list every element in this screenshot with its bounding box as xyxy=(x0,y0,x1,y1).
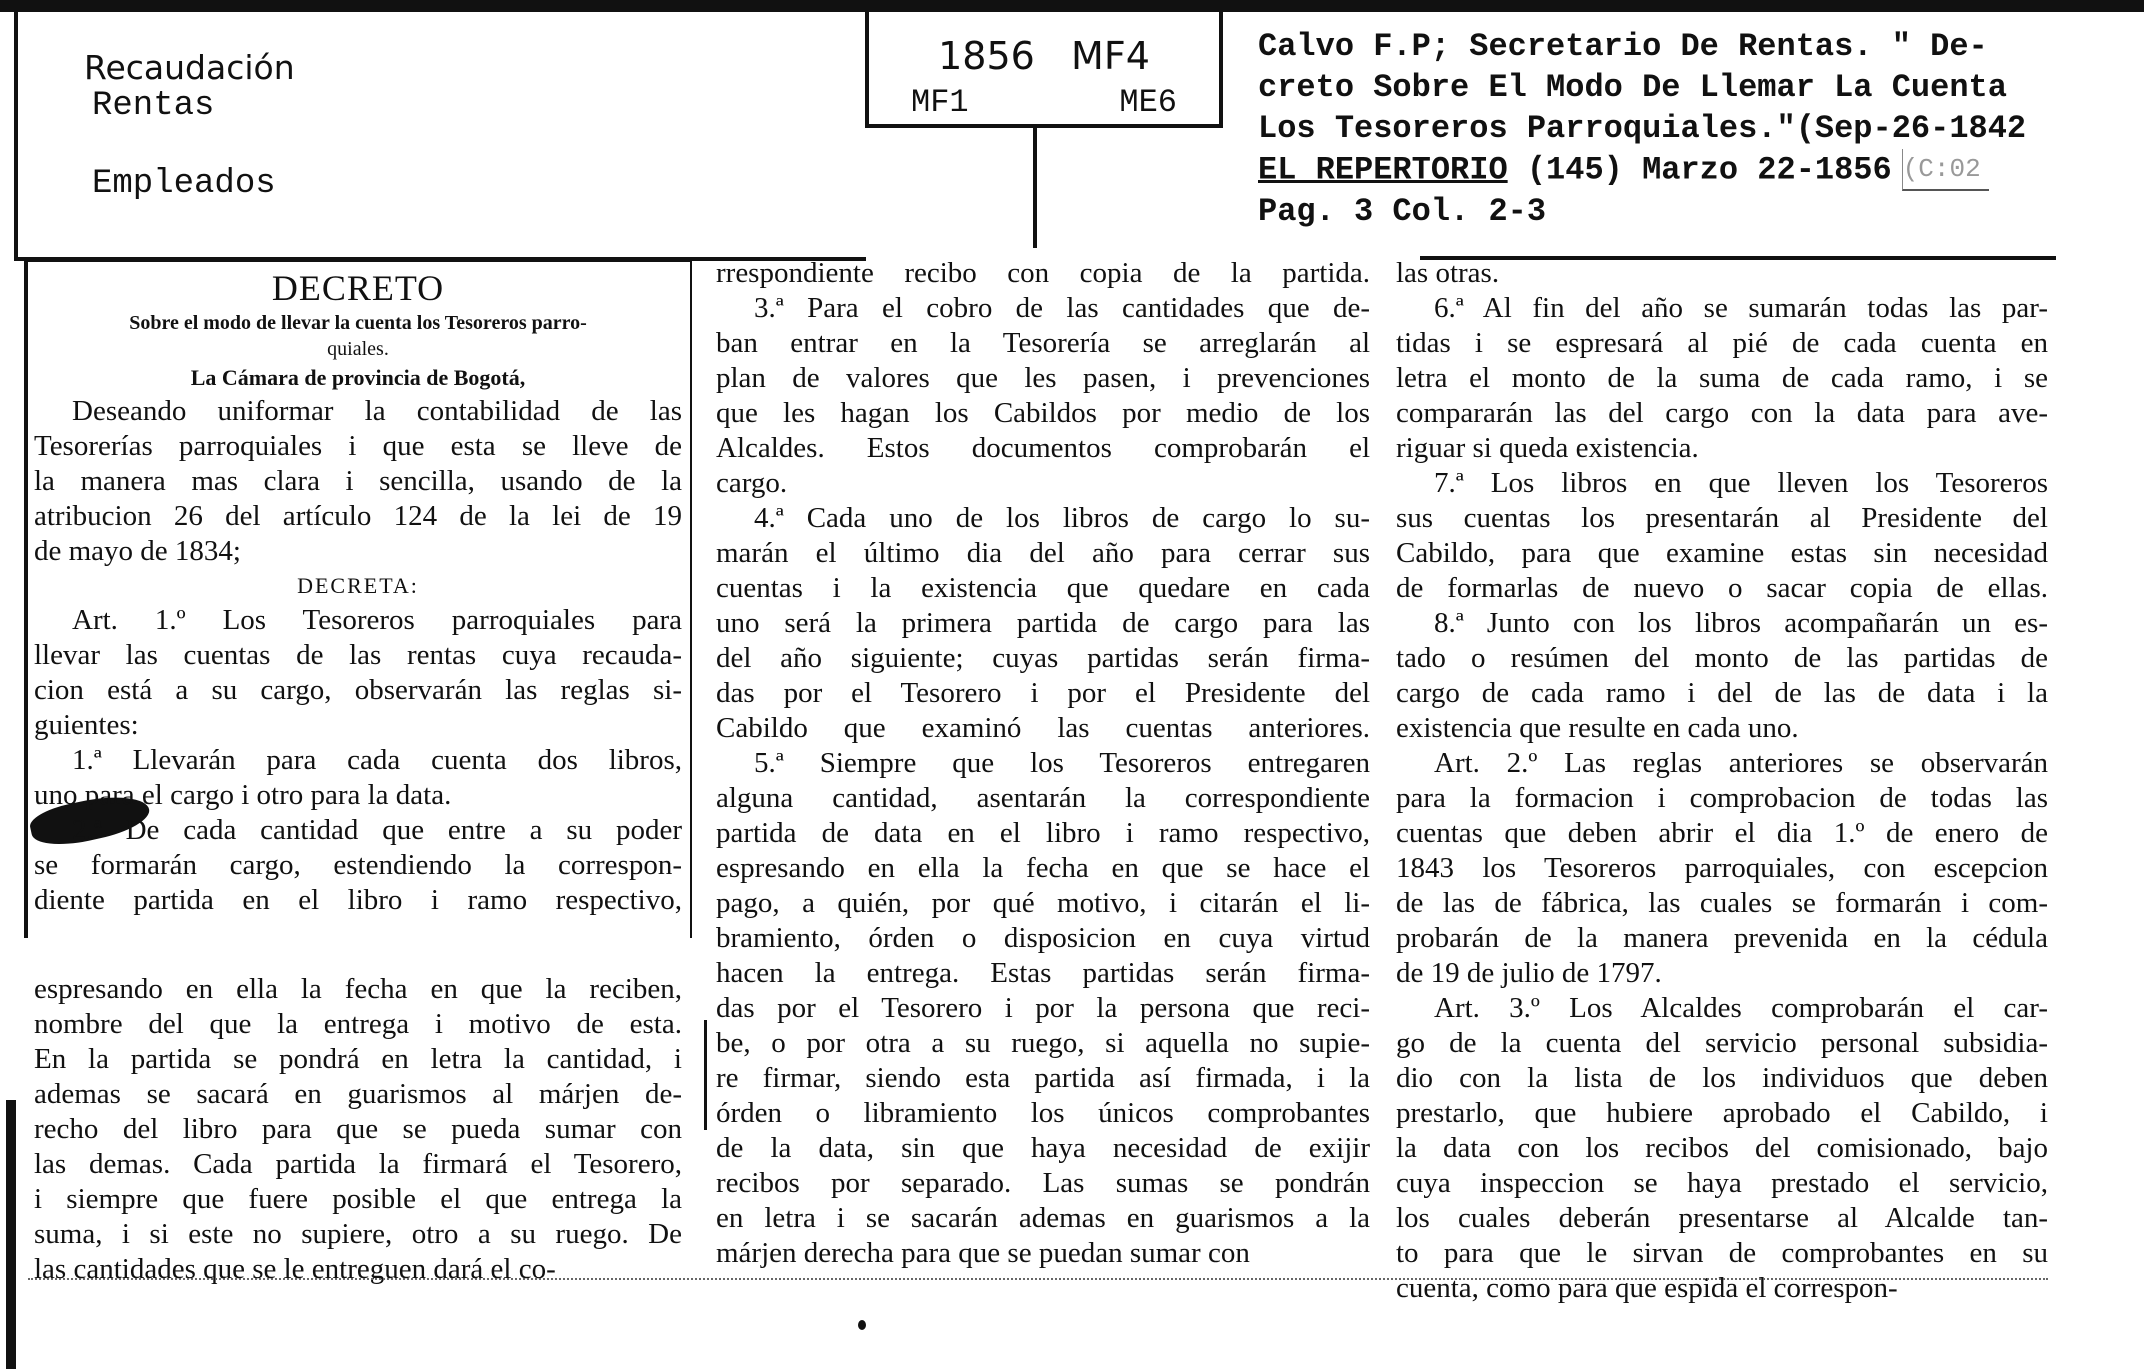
text-line: to para que le sirvan de comprobantes en su xyxy=(1396,1237,2048,1269)
text-line: rrespondiente recibo con copia de la partida. xyxy=(716,257,1370,289)
text-line: espresando en ella la fecha en que se hace el xyxy=(716,852,1370,884)
text-line: pago, a quién, por qué motivo, i citarán el li- xyxy=(716,887,1370,919)
text-line: das por el Tesorero i por la persona que reci- xyxy=(716,992,1370,1024)
article-1 xyxy=(34,603,682,918)
text-line: riguar si queda existencia. xyxy=(1396,432,1699,464)
subject-label-empleados: Empleados xyxy=(92,165,276,203)
text-line: de formarlas de nuevo o sacar copia de ellas. xyxy=(1396,572,2048,604)
classification-box xyxy=(865,12,1223,128)
text-line: 2.ª De cada cantidad que entre a su poder xyxy=(72,814,682,846)
citation-line-5: Pag. 3 Col. 2-3 xyxy=(1258,193,1547,230)
text-line: plan de valores que les pasen, i prevenciones xyxy=(716,362,1370,394)
article-column-left xyxy=(34,266,682,918)
article-subtitle-2: quiales. xyxy=(327,338,389,360)
text-line: márjen derecha para que se puedan sumar con xyxy=(716,1237,1250,1269)
text-line: de la data, sin que haya necesidad de exijir xyxy=(716,1132,1370,1164)
text-line: 6.ª Al fin del año se sumarán todas las par- xyxy=(1434,292,2048,324)
text-line: bramiento, órden o disposicion en cuya virtud xyxy=(716,922,1370,954)
text-line: be, o por otra a su ruego, si aquella no supie- xyxy=(716,1027,1370,1059)
text-line: espresando en ella la fecha en que la reciben, xyxy=(34,973,682,1005)
archive-stamp: (C:02 xyxy=(1902,149,1989,191)
classification-code-right: ME6 xyxy=(1119,84,1177,121)
text-line: 4.ª Cada uno de los libros de cargo lo su- xyxy=(754,502,1370,534)
text-line: ban entrar en la Tesorería se arreglarán al xyxy=(716,327,1370,359)
preamble xyxy=(34,394,682,569)
text-line: uno será la primera partida de cargo para las xyxy=(716,607,1370,639)
text-line: recho del libro para que se pueda sumar con xyxy=(34,1113,682,1145)
text-line: i siempre que fuere posible el que entrega la xyxy=(34,1183,682,1215)
text-line: En la partida se pondrá en letra la cantidad, i xyxy=(34,1043,682,1075)
article-column-right xyxy=(1396,256,2048,1306)
subject-label-recaudacion: Recaudación xyxy=(84,48,295,87)
text-line: Cabildo, para que examine estas sin necesidad xyxy=(1396,537,2048,569)
text-line: ademas se sacará en guarismos al márjen de- xyxy=(34,1078,682,1110)
text-line: Tesorerías parroquiales i que esta se lleve de xyxy=(34,430,682,462)
text-line: en letra i se sacarán ademas en guarismos a la xyxy=(716,1202,1370,1234)
text-line: prestarlo, que hubiere aprobado el Cabildo, i xyxy=(1396,1097,2048,1129)
text-line: cuya inspeccion se haya prestado el servicio, xyxy=(1396,1167,2048,1199)
article-title: DECRETO xyxy=(271,268,445,308)
text-line: suma, i si este no supiere, otro a su ruego. De xyxy=(34,1218,682,1250)
text-line: 8.ª Junto con los libros acompañarán un es- xyxy=(1434,607,2048,639)
decreta-heading: DECRETA: xyxy=(297,573,419,598)
classification-year-code: 1856 MF4 xyxy=(938,34,1150,78)
text-line: marán el último dia del año para cerrar sus xyxy=(716,537,1370,569)
text-line: re firmar, siendo esta partida así firmada, i la xyxy=(716,1062,1370,1094)
text-line: Deseando uniformar la contabilidad de las xyxy=(72,395,682,427)
citation-line-4 xyxy=(1258,149,2118,191)
text-line: letra el monto de la suma de cada ramo, i se xyxy=(1396,362,2048,394)
citation-line-3: Los Tesoreros Parroquiales."(Sep-26-1842 xyxy=(1258,110,2027,147)
text-line: go de la cuenta del servicio personal subsidia- xyxy=(1396,1027,2048,1059)
text-line: Art. 3.º Los Alcaldes comprobarán el car- xyxy=(1434,992,2048,1024)
text-line: diente partida en el libro i ramo respectivo, xyxy=(34,884,682,916)
text-line: uno para el cargo i otro para la data. xyxy=(34,779,452,811)
subject-label-rentas: Rentas xyxy=(92,87,215,125)
text-line: dio con la lista de los individuos que deben xyxy=(1396,1062,2048,1094)
left-scan-edge xyxy=(6,1100,16,1369)
text-line: que les hagan los Cabildos por medio de los xyxy=(716,397,1370,429)
top-scan-border xyxy=(0,0,2144,12)
text-line: la manera mas clara i sencilla, usando de la xyxy=(34,465,682,497)
text-line: hacen la entrega. Estas partidas serán firma- xyxy=(716,957,1370,989)
text-line: llevar las cuentas de las rentas cuya recauda- xyxy=(34,639,682,671)
article-column-left-continuation xyxy=(34,972,682,1287)
text-line: tidas i se espresará al pié de cada cuenta en xyxy=(1396,327,2048,359)
text-line: cargo. xyxy=(716,467,788,499)
text-line: Alcaldes. Estos documentos comprobarán el xyxy=(716,432,1370,464)
text-line: 7.ª Los libros en que lleven los Tesoreros xyxy=(1434,467,2048,499)
text-line: del año siguiente; cuyas partidas serán firma- xyxy=(716,642,1370,674)
header-index-box xyxy=(14,12,866,261)
text-line: tado o resúmen del monto de las partidas de xyxy=(1396,642,2048,674)
text-line: 5.ª Siempre que los Tesoreros entregaren xyxy=(754,747,1370,779)
text-line: existencia que resulte en cada uno. xyxy=(1396,712,1799,744)
text-line: órden o libramiento los únicos comprobantes xyxy=(716,1097,1370,1129)
citation-source: EL REPERTORIO xyxy=(1258,151,1508,189)
text-line: cargo de cada ramo i del de las de data i la xyxy=(1396,677,2048,709)
text-line: 3.ª Para el cobro de las cantidades que de- xyxy=(754,292,1370,324)
text-line: atribucion 26 del artículo 124 de la lei de 19 xyxy=(34,500,682,532)
text-line: sus cuentas los presentarán al Presidente del xyxy=(1396,502,2048,534)
text-line: las demas. Cada partida la firmará el Tesorero, xyxy=(34,1148,682,1180)
text-line: la data con los recibos del comisionado, bajo xyxy=(1396,1132,2048,1164)
text-line: los cuales deberán presentarse al Alcalde tan- xyxy=(1396,1202,2048,1234)
citation-line-1: Calvo F.P; Secretario De Rentas. " De- xyxy=(1258,28,1988,65)
text-line: 1843 los Tesoreros parroquiales, con escepcion xyxy=(1396,852,2048,884)
text-line: guientes: xyxy=(34,709,139,741)
text-line: se formarán cargo, estendiendo la correspon- xyxy=(34,849,682,881)
text-line: las otras. xyxy=(1396,257,1500,289)
text-line: das por el Tesorero i por el Presidente del xyxy=(716,677,1370,709)
text-line: cuentas i la existencia que quedare en cada xyxy=(716,572,1370,604)
text-line: para la formacion i comprobacion de todas las xyxy=(1396,782,2048,814)
article-column-middle xyxy=(716,256,1370,1271)
citation-block xyxy=(1258,26,2118,232)
classification-code-left: MF1 xyxy=(911,84,969,121)
text-line: cuenta, como para que espida el correspon- xyxy=(1396,1272,1898,1304)
ink-dot xyxy=(858,1320,866,1330)
text-line: 1.ª Llevarán para cada cuenta dos libros, xyxy=(72,744,682,776)
article-subtitle-1: Sobre el modo de llevar la cuenta los Tesoreros parro- xyxy=(129,312,587,334)
text-line: alguna cantidad, asentarán la correspondiente xyxy=(716,782,1370,814)
text-line: Cabildo que examinó las cuentas anteriores. xyxy=(716,712,1370,744)
box-connector-line xyxy=(1033,128,1037,248)
text-line: compararán las del cargo con la data para ave- xyxy=(1396,397,2048,429)
text-line: las cantidades que se le entreguen dará el co- xyxy=(34,1253,556,1285)
text-line: de 19 de julio de 1797. xyxy=(1396,957,1662,989)
text-line: partida de data en el libro i ramo respectivo, xyxy=(716,817,1370,849)
citation-line-2: creto Sobre El Modo De Llemar La Cuenta xyxy=(1258,69,2007,106)
bottom-cut-line xyxy=(28,1278,2048,1282)
text-line: Art. 1.º Los Tesoreros parroquiales para xyxy=(72,604,682,636)
text-line: recibos por separado. Las sumas se pondrán xyxy=(716,1167,1370,1199)
citation-issue-date: (145) Marzo 22-1856 xyxy=(1507,151,1892,189)
text-line: Art. 2.º Las reglas anteriores se observarán xyxy=(1434,747,2048,779)
text-line: de las de fábrica, las cuales se formarán i com- xyxy=(1396,887,2048,919)
article-issuer: La Cámara de provincia de Bogotá, xyxy=(190,365,526,390)
text-line: cuentas que deben abrir el dia 1.º de enero de xyxy=(1396,817,2048,849)
text-line: probarán de la manera prevenida en la cédula xyxy=(1396,922,2048,954)
text-line: cion está a su cargo, observarán las reglas si- xyxy=(34,674,682,706)
text-line: nombre del que la entrega i motivo de esta. xyxy=(34,1008,682,1040)
text-line: de mayo de 1834; xyxy=(34,535,241,567)
margin-bracket-mark xyxy=(704,1020,713,1130)
